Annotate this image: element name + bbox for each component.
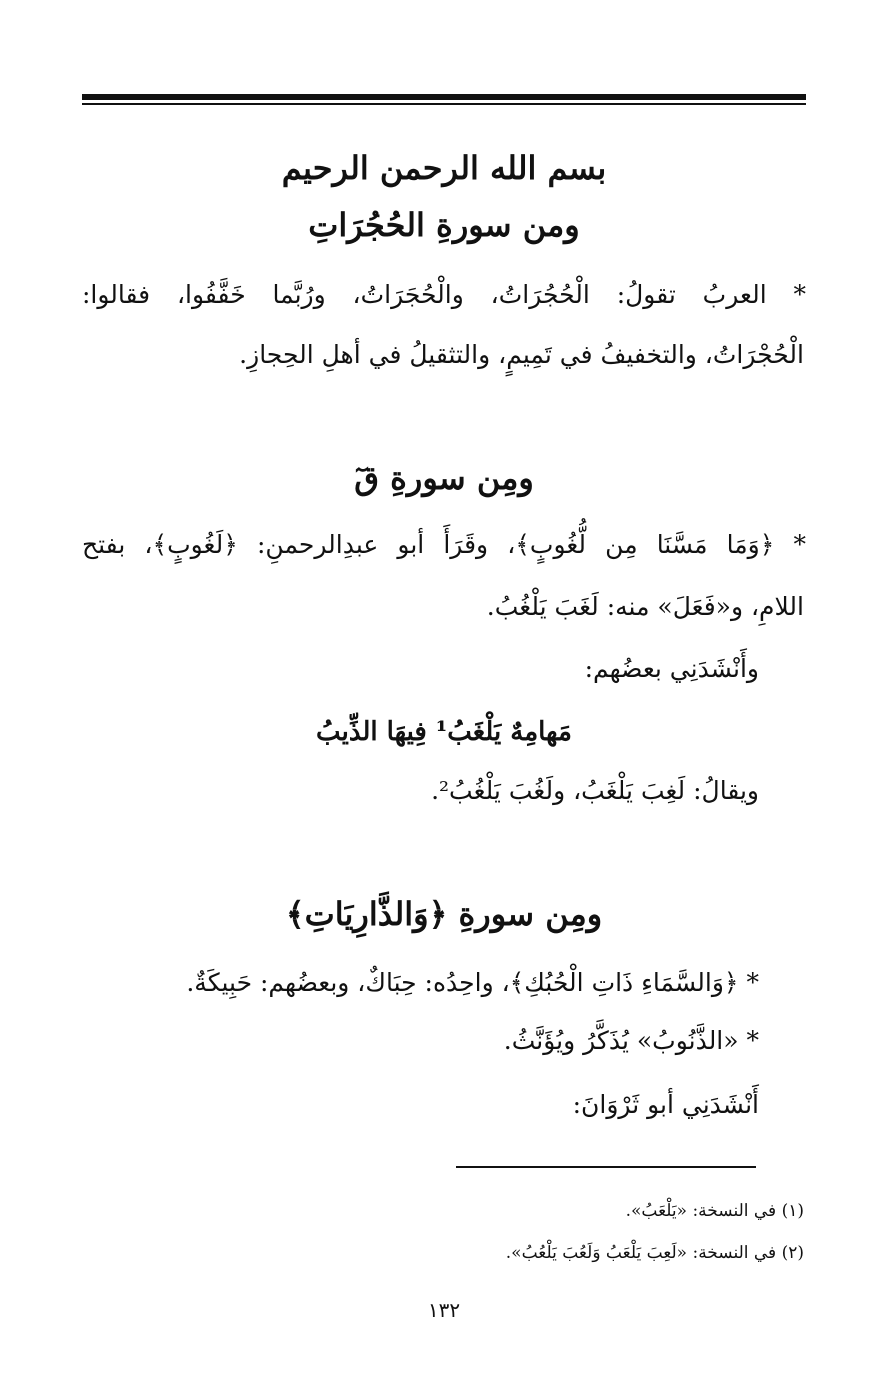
dhariyat-paragraph-line-2: * «الذَّنُوبُ» يُذَكَّرُ ويُؤَنَّثُ.	[503, 1026, 759, 1055]
dhariyat-paragraph-line-1: * ﴿وَالسَّمَاءِ ذَاتِ الْحُبُكِ﴾، واحِدُه: حِبَاكٌ، وبعضُهم: حَبِيكَةٌ.	[186, 968, 759, 997]
header-rule-thin	[82, 103, 806, 105]
qaf-paragraph-line-1: * ﴿وَمَا مَسَّنَا مِن لُّغُوبٍ﴾، وقَرَأَ أبو عبدِالرحمنِ: ﴿لَغُوبٍ﴾، بفتح	[82, 530, 806, 559]
footnote-2: (٢) في النسخة: «لَعِبَ يَلْعَبُ وَلَعُبَ يَلْعُبُ».	[505, 1243, 804, 1263]
surah-hujurat-title: ومن سورةِ الحُجُرَاتِ	[308, 206, 580, 244]
page-number: ١٣٢	[427, 1298, 461, 1322]
surah-qaf-title: ومِن سورةِ قٓ	[354, 459, 534, 497]
qaf-paragraph-line-4: ويقالُ: لَغِبَ يَلْغَبُ، ولَغُبَ يَلْغُبُ².	[431, 776, 759, 805]
qaf-recital-intro: وأَنْشَدَنِي بعضُهم:	[584, 654, 759, 683]
hujurat-paragraph-line-2: الْحُجْرَاتُ، والتخفيفُ في تَمِيمٍ، والتثقيلُ في أهلِ الحِجازِ.	[239, 340, 804, 369]
qaf-paragraph-line-2: اللامِ، و«فَعَلَ» منه: لَغَبَ يَلْغُبُ.	[486, 592, 804, 621]
header-rule-thick	[82, 94, 806, 100]
basmala-heading: بسم الله الرحمن الرحيم	[281, 149, 607, 187]
hujurat-paragraph-line-1: * العربُ تقولُ: الْحُجُرَاتُ، والْحُجَرَاتُ، ورُبَّما خَفَّفُوا، فقالوا:	[82, 280, 806, 309]
footnote-separator	[456, 1166, 756, 1168]
surah-dhariyat-title: ومِن سورةِ ﴿وَالذَّارِيَاتِ﴾	[285, 895, 603, 933]
footnote-1: (١) في النسخة: «يَلْعَبُ».	[625, 1201, 804, 1221]
qaf-poetry-verse: مَهامِهٌ يَلْغَبُ¹ فِيهَا الذِّيبُ	[316, 717, 572, 747]
dhariyat-recital-intro: أَنْشَدَنِي أبو ثَرْوَانَ:	[572, 1090, 759, 1119]
